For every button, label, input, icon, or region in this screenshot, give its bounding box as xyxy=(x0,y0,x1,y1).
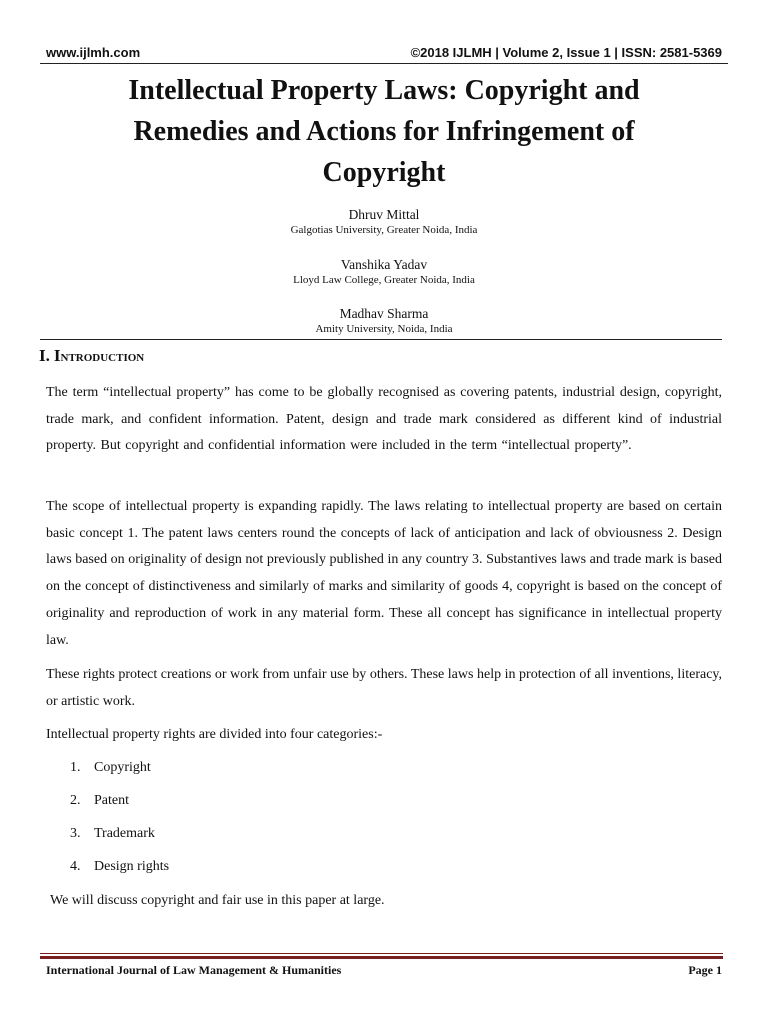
section-number: I. xyxy=(39,346,50,365)
ip-categories-list xyxy=(70,755,169,887)
list-item-number: 3. xyxy=(70,826,81,841)
footer-divider-thick xyxy=(40,956,723,959)
title-line-2: Remedies and Actions for Infringement of xyxy=(133,116,635,147)
author-name: Madhav Sharma xyxy=(339,306,429,321)
list-item-text: Design rights xyxy=(94,859,170,874)
section-initial: I xyxy=(53,346,61,365)
body-paragraph: The scope of intellectual property is expanding rapidly. The laws relating to intellectual property are based on certain basic concept 1. The patent laws centers round the concepts of lack of anticipation and lack of obviousness 2. Design laws based on originality of design not previously published in any country 3. Substantives laws and trade mark is based on the concept of distinctiveness and similarly of marks and similarity of goods 4, copyright is based on the concept of originality and reproduction of work in any material form. These all concept has significance in intellectual property law. xyxy=(46,499,722,648)
author-name: Dhruv Mittal xyxy=(348,207,420,222)
author-affiliation: Galgotias University, Greater Noida, India xyxy=(290,224,478,236)
body-paragraph: Intellectual property rights are divided into four categories:- xyxy=(46,727,383,742)
closing-sentence: We will discuss copyright and fair use in this paper at large. xyxy=(50,893,385,908)
running-footer xyxy=(46,962,722,978)
title-line-1: Intellectual Property Laws: Copyright and xyxy=(128,75,640,106)
list-item-number: 1. xyxy=(70,760,81,775)
list-item xyxy=(70,788,169,821)
author-block xyxy=(40,257,728,287)
running-header xyxy=(46,44,722,62)
footer-divider-thin xyxy=(40,953,723,954)
page-number: Page 1 xyxy=(688,963,722,977)
section-heading-introduction xyxy=(39,345,144,368)
body-paragraph: The term “intellectual property” has come to be globally recognised as covering patents, industrial design, copyright, trade mark, and confident information. Patent, design and trade mark considered as different kind of industrial property. But copyright and confidential information were included in the term “intellectual property”. xyxy=(46,385,722,454)
list-item-number: 2. xyxy=(70,793,81,808)
list-item xyxy=(70,755,169,788)
body-paragraph: These rights protect creations or work from unfair use by others. These laws help in protection of all inventions, literacy, or artistic work. xyxy=(46,667,722,709)
author-affiliation: Amity University, Noida, India xyxy=(315,323,453,335)
publication-info: ©2018 IJLMH | Volume 2, Issue 1 | ISSN: 2581-5369 xyxy=(410,45,722,60)
author-block xyxy=(40,306,728,336)
list-item-text: Copyright xyxy=(94,760,151,775)
title-line-3: Copyright xyxy=(322,157,446,188)
list-item-text: Trademark xyxy=(94,826,155,841)
journal-website-link[interactable]: www.ijlmh.com xyxy=(46,45,141,60)
paper-title xyxy=(40,70,728,193)
author-affiliation: Lloyd Law College, Greater Noida, India xyxy=(293,274,475,286)
list-item-number: 4. xyxy=(70,859,81,874)
section-title-rest: ntroduction xyxy=(60,348,145,365)
list-item-text: Patent xyxy=(94,793,129,808)
author-name: Vanshika Yadav xyxy=(340,257,428,272)
journal-name: International Journal of Law Management & Humanities xyxy=(46,963,342,977)
author-block xyxy=(40,207,728,237)
section-divider xyxy=(40,339,722,340)
header-divider xyxy=(40,63,728,64)
list-item xyxy=(70,821,169,854)
list-item xyxy=(70,854,169,887)
